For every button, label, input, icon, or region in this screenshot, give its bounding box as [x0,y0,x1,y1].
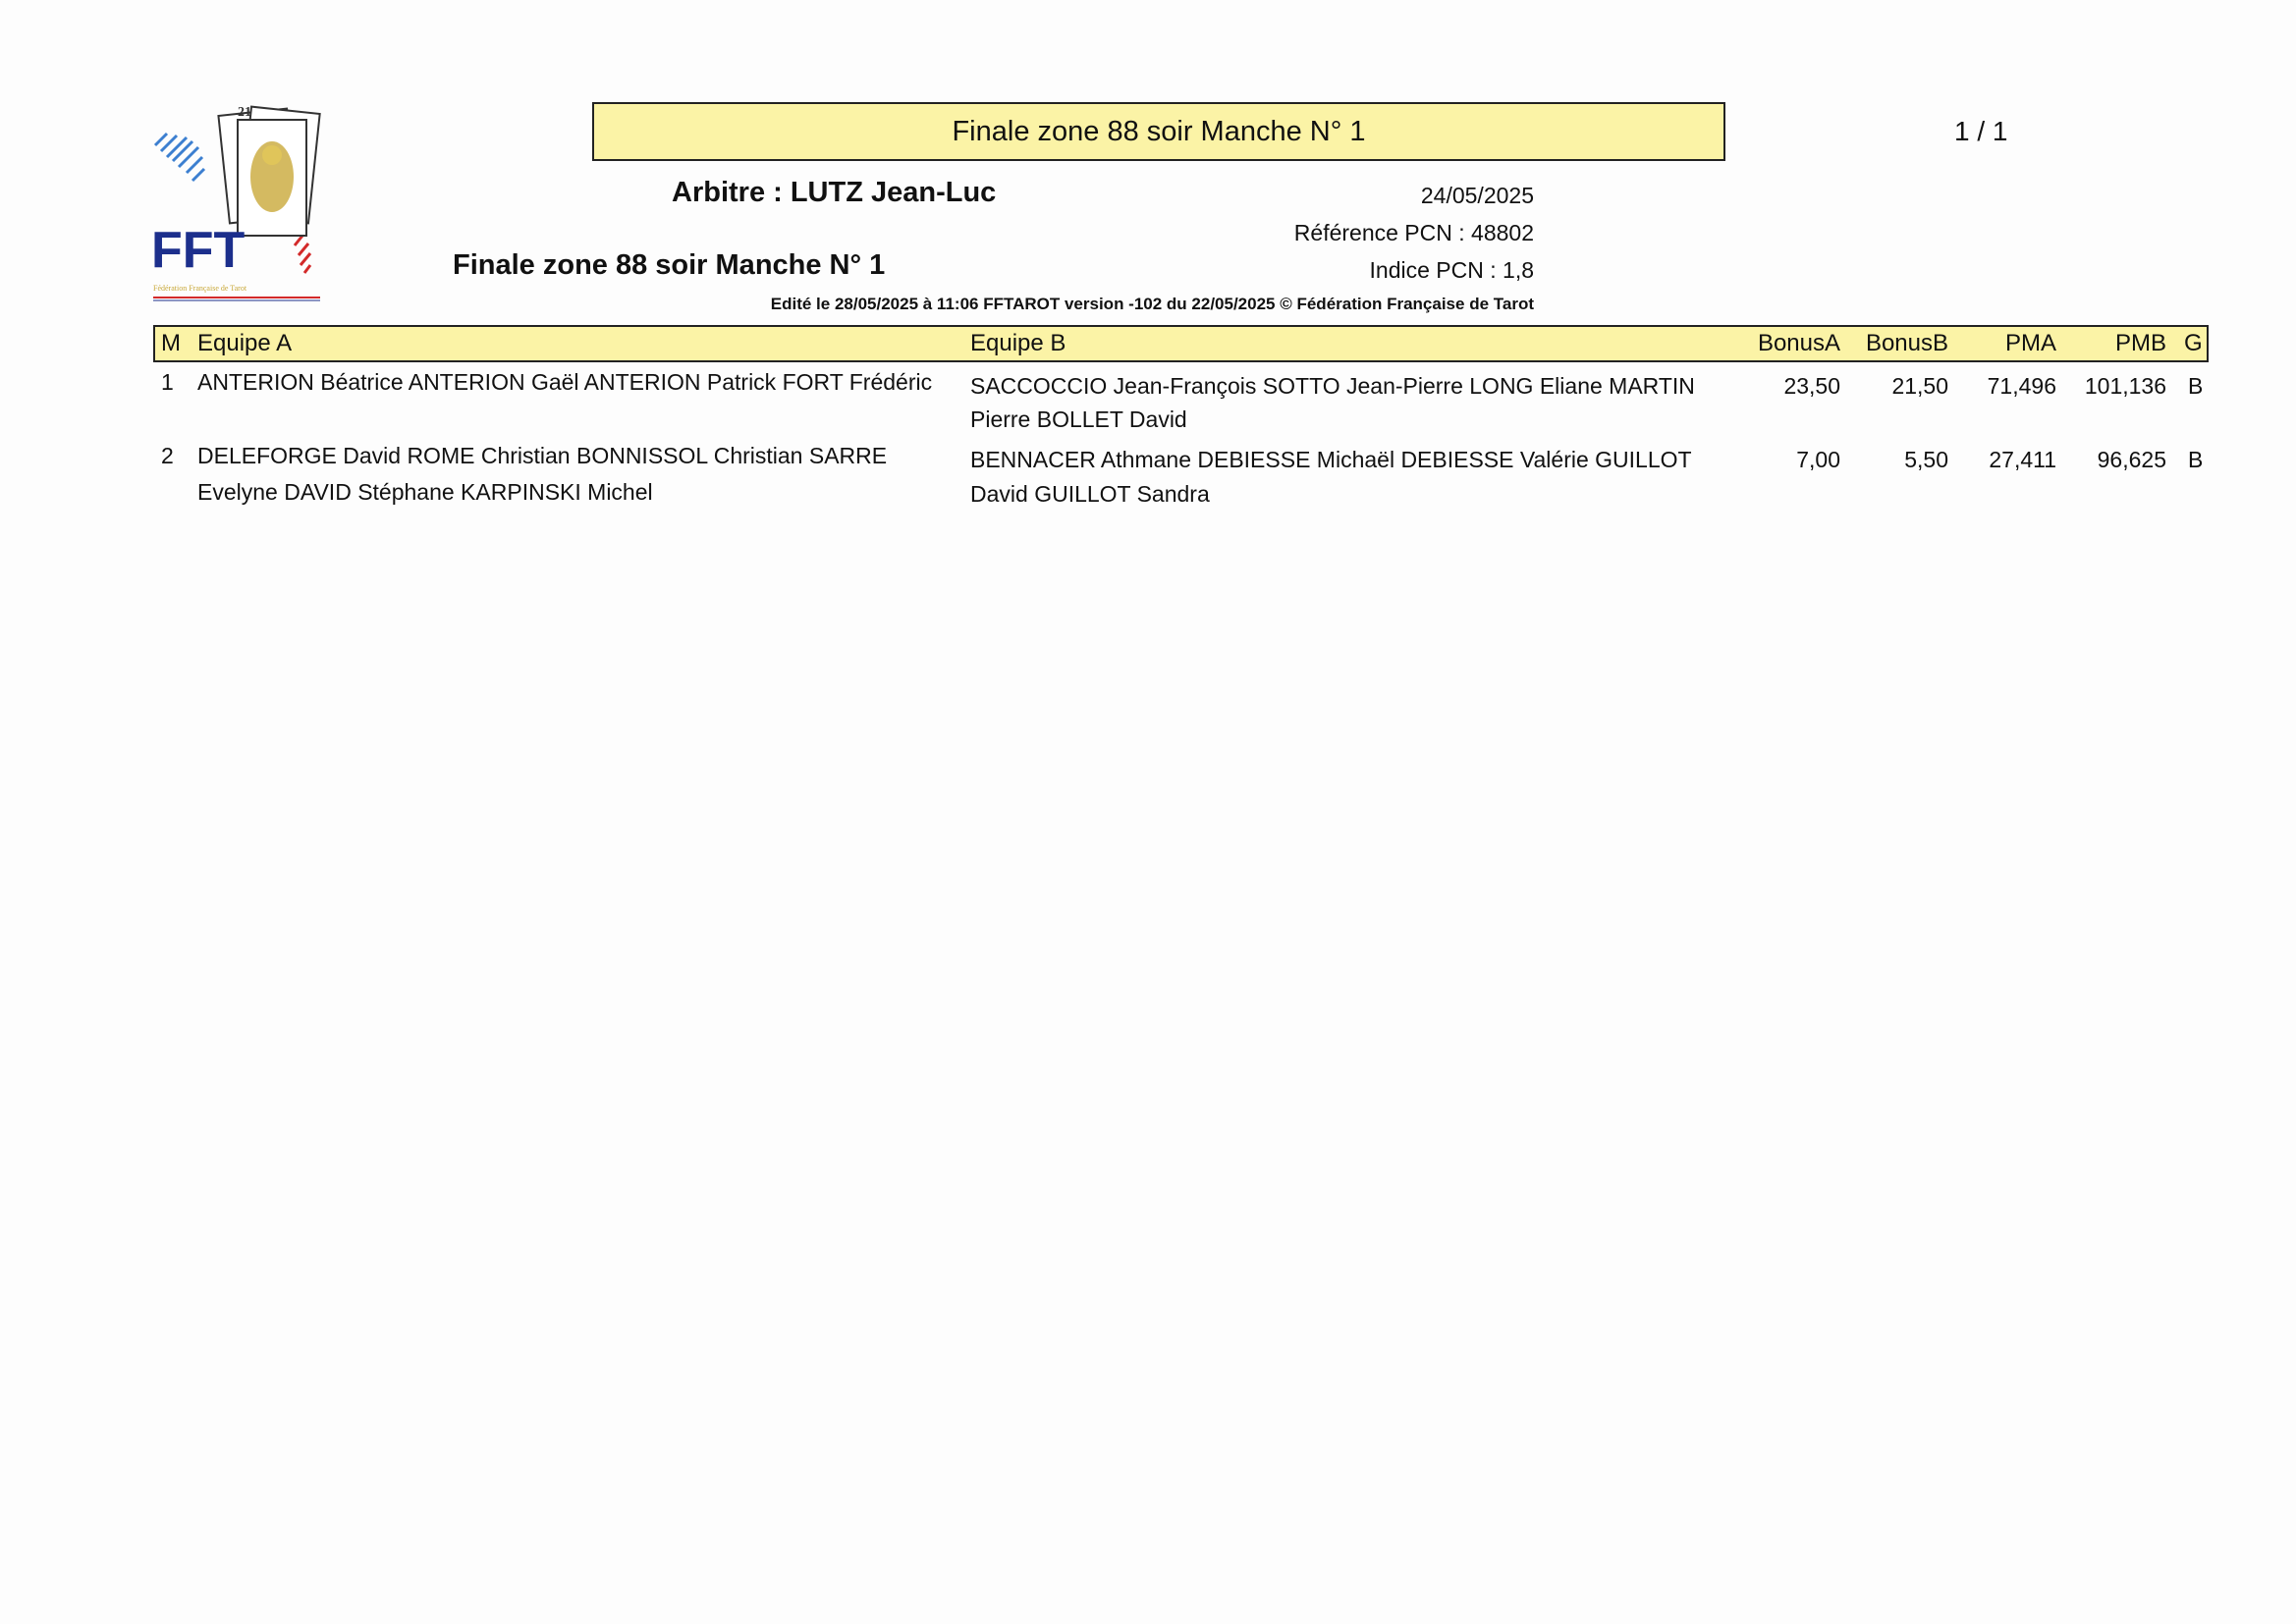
row-m: 1 [161,369,174,395]
equipe-b-cont: Pierre BOLLET David [970,406,1187,432]
col-pmb: PMB [2114,330,2166,356]
date: 24/05/2025 [1420,183,1534,208]
g: B [2188,447,2204,472]
col-pma: PMA [2004,330,2056,356]
bonus-b: 21,50 [1891,373,1948,399]
equipe-a: DELEFORGE David ROME Christian BONNISSOL Christian SARRE [197,443,888,468]
pmb: 101,136 [2084,373,2166,399]
map-hatch-icon [155,134,204,181]
page-indicator: 1 / 1 [1954,116,2008,146]
col-bonus-b: BonusB [1865,330,1948,356]
indice-pcn: Indice PCN : 1,8 [1369,257,1534,283]
bonus-a: 23,50 [1783,373,1840,399]
logo-letters: FFT [151,222,246,279]
equipe-a: ANTERION Béatrice ANTERION Gaël ANTERION Patrick FORT Frédéric [197,369,933,395]
pma: 27,411 [1989,447,2056,472]
col-equipe-a: Equipe A [197,330,293,356]
logo-caption: Fédération Française de Tarot [153,284,247,293]
equipe-b-cont: David GUILLOT Sandra [970,481,1210,507]
card-number: 21 [238,105,251,120]
fft-logo-graphic [147,98,344,304]
table-row [0,365,2296,438]
equipe-b: SACCOCCIO Jean-François SOTTO Jean-Pierre LONG Eliane MARTIN [970,373,1695,399]
col-m: M [161,330,181,356]
equipe-a-cont: Evelyne DAVID Stéphane KARPINSKI Michel [197,479,653,505]
g: B [2188,373,2204,399]
arbitre-label: Arbitre : LUTZ Jean-Luc [672,177,997,208]
table-row [0,439,2296,514]
bonus-b: 5,50 [1904,447,1948,472]
fft-logo [147,98,344,304]
row-m: 2 [161,443,174,468]
col-g: G [2184,330,2203,356]
tarot-cards-icon [218,107,319,236]
col-bonus-a: BonusA [1757,330,1840,356]
map-red-hatch-icon [295,236,310,273]
bonus-a: 7,00 [1796,447,1840,472]
edition-info: Edité le 28/05/2025 à 11:06 FFTAROT version -102 du 22/05/2025 © Fédération Française de Tarot [770,295,1534,313]
subtitle: Finale zone 88 soir Manche N° 1 [453,249,886,281]
pma: 71,496 [1987,373,2056,399]
col-equipe-b: Equipe B [970,330,1066,356]
equipe-b: BENNACER Athmane DEBIESSE Michaël DEBIESSE Valérie GUILLOT [970,447,1692,472]
title-text: Finale zone 88 soir Manche N° 1 [952,115,1366,147]
pmb: 96,625 [2097,447,2166,472]
reference-pcn: Référence PCN : 48802 [1293,220,1534,245]
title-box [592,102,1725,161]
